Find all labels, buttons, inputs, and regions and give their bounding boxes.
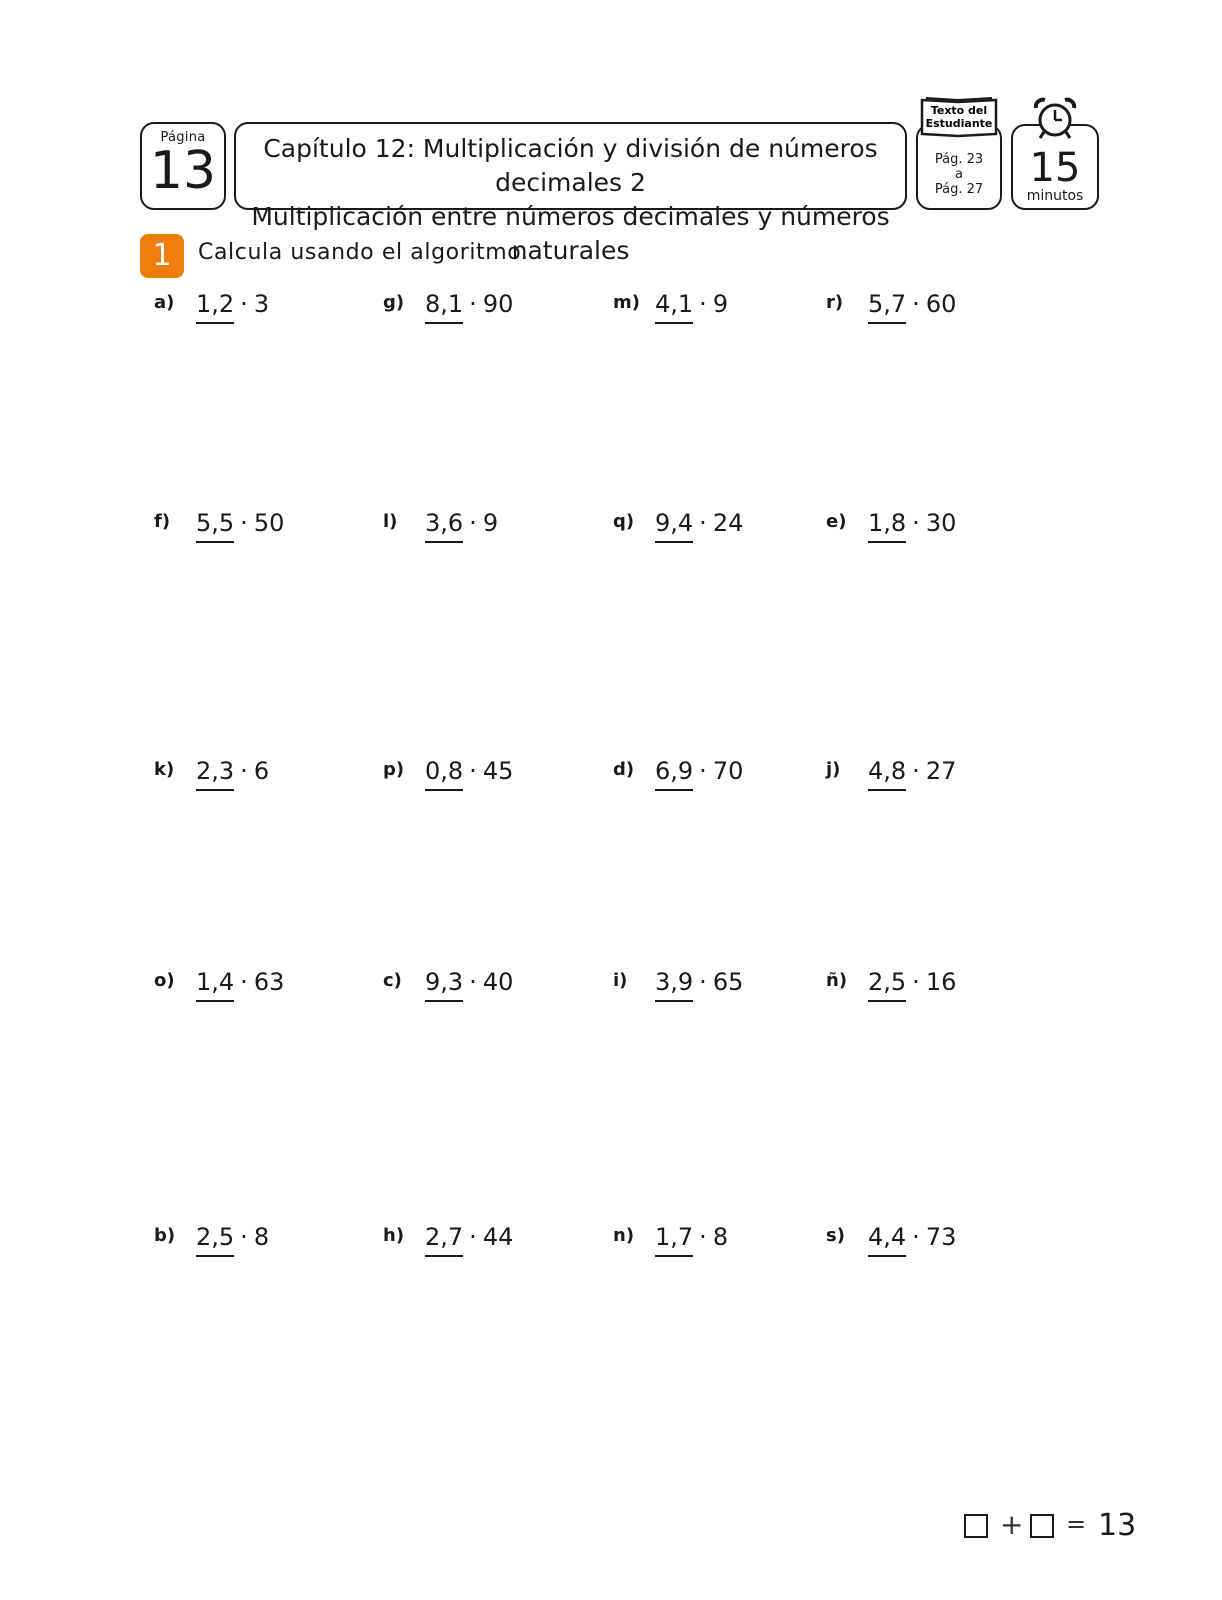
- book-icon: [918, 94, 1000, 140]
- multiply-dot: ·: [240, 1223, 248, 1251]
- decimal-factor: 4,4: [868, 1223, 906, 1257]
- chapter-subtitle: Multiplicación entre números decimales y números naturales: [251, 202, 890, 265]
- natural-factor: 24: [712, 509, 744, 537]
- multiply-dot: ·: [469, 509, 477, 537]
- time-value: 15: [1029, 145, 1081, 191]
- natural-factor: 50: [253, 509, 285, 537]
- score-total: 13: [1098, 1508, 1137, 1543]
- decimal-factor: 2,3: [196, 757, 234, 791]
- multiply-dot: ·: [240, 968, 248, 996]
- natural-factor: 73: [925, 1223, 957, 1251]
- problem-label: b): [154, 1225, 176, 1246]
- problem-expression: [868, 290, 956, 324]
- multiply-dot: ·: [240, 509, 248, 537]
- natural-factor: 8: [712, 1223, 729, 1251]
- natural-factor: 70: [712, 757, 744, 785]
- equals-sign: =: [1066, 1510, 1087, 1538]
- exercise-instruction: Calcula usando el algoritmo.: [198, 240, 529, 265]
- problem-expression: [196, 290, 269, 324]
- problem-label: c): [383, 970, 402, 991]
- problem-label: l): [383, 511, 398, 532]
- multiply-dot: ·: [912, 290, 920, 318]
- time-unit: minutos: [1026, 188, 1084, 204]
- decimal-factor: 9,3: [425, 968, 463, 1002]
- decimal-factor: 6,9: [655, 757, 693, 791]
- problem-label: h): [383, 1225, 405, 1246]
- decimal-factor: 4,8: [868, 757, 906, 791]
- natural-factor: 8: [253, 1223, 270, 1251]
- problem-expression: [655, 757, 743, 791]
- exercise-number-badge: 1: [140, 234, 184, 278]
- multiply-dot: ·: [912, 509, 920, 537]
- problem-expression: [196, 509, 284, 543]
- plus-sign: +: [1000, 1508, 1024, 1541]
- problem-label: ñ): [826, 970, 848, 991]
- problem-label: o): [154, 970, 175, 991]
- decimal-factor: 1,2: [196, 290, 234, 324]
- natural-factor: 27: [925, 757, 957, 785]
- decimal-factor: 9,4: [655, 509, 693, 543]
- natural-factor: 60: [925, 290, 957, 318]
- problem-label: f): [154, 511, 171, 532]
- book-label-line2: Estudiante: [925, 117, 993, 130]
- natural-factor: 90: [482, 290, 514, 318]
- natural-factor: 16: [925, 968, 957, 996]
- multiply-dot: ·: [699, 757, 707, 785]
- natural-factor: 63: [253, 968, 285, 996]
- score-box-1[interactable]: [964, 1514, 988, 1538]
- problem-expression: [196, 757, 269, 791]
- decimal-factor: 8,1: [425, 290, 463, 324]
- multiply-dot: ·: [469, 757, 477, 785]
- decimal-factor: 1,4: [196, 968, 234, 1002]
- problem-label: e): [826, 511, 847, 532]
- natural-factor: 9: [482, 509, 499, 537]
- problem-label: q): [613, 511, 635, 532]
- multiply-dot: ·: [699, 968, 707, 996]
- decimal-factor: 1,7: [655, 1223, 693, 1257]
- decimal-factor: 2,5: [868, 968, 906, 1002]
- multiply-dot: ·: [912, 757, 920, 785]
- problem-label: i): [613, 970, 628, 991]
- multiply-dot: ·: [240, 290, 248, 318]
- problem-expression: [655, 509, 743, 543]
- problem-expression: [425, 1223, 513, 1257]
- problem-expression: [868, 968, 956, 1002]
- problem-label: r): [826, 292, 844, 313]
- multiply-dot: ·: [469, 968, 477, 996]
- problem-expression: [425, 290, 513, 324]
- problem-expression: [425, 757, 513, 791]
- decimal-factor: 3,6: [425, 509, 463, 543]
- multiply-dot: ·: [699, 290, 707, 318]
- natural-factor: 44: [482, 1223, 514, 1251]
- problem-label: g): [383, 292, 405, 313]
- problem-expression: [655, 968, 743, 1002]
- page-label: Página: [160, 130, 206, 145]
- multiply-dot: ·: [240, 757, 248, 785]
- natural-factor: 45: [482, 757, 514, 785]
- natural-factor: 6: [253, 757, 270, 785]
- natural-factor: 30: [925, 509, 957, 537]
- problem-expression: [425, 968, 513, 1002]
- decimal-factor: 5,5: [196, 509, 234, 543]
- multiply-dot: ·: [469, 290, 477, 318]
- ref-from: Pág. 23: [934, 152, 984, 167]
- chapter-title: Capítulo 12: Multiplicación y división de números decimales 2: [263, 134, 878, 197]
- book-label-line1: Texto del: [930, 104, 988, 117]
- problem-label: p): [383, 759, 405, 780]
- problem-expression: [655, 1223, 728, 1257]
- multiply-dot: ·: [699, 509, 707, 537]
- alarm-clock-icon: [1030, 96, 1080, 146]
- decimal-factor: 2,7: [425, 1223, 463, 1257]
- problem-expression: [868, 509, 956, 543]
- problem-expression: [868, 757, 956, 791]
- problem-expression: [868, 1223, 956, 1257]
- problem-expression: [655, 290, 728, 324]
- problem-expression: [425, 509, 498, 543]
- multiply-dot: ·: [699, 1223, 707, 1251]
- problem-label: s): [826, 1225, 845, 1246]
- natural-factor: 40: [482, 968, 514, 996]
- problem-expression: [196, 1223, 269, 1257]
- decimal-factor: 3,9: [655, 968, 693, 1002]
- page-number-box: [140, 122, 226, 210]
- problem-label: m): [613, 292, 640, 313]
- decimal-factor: 1,8: [868, 509, 906, 543]
- multiply-dot: ·: [912, 1223, 920, 1251]
- problem-label: j): [826, 759, 841, 780]
- ref-separator: a: [955, 167, 963, 182]
- score-box-2[interactable]: [1030, 1514, 1054, 1538]
- decimal-factor: 0,8: [425, 757, 463, 791]
- natural-factor: 3: [253, 290, 270, 318]
- problem-label: d): [613, 759, 635, 780]
- problem-expression: [196, 968, 284, 1002]
- decimal-factor: 4,1: [655, 290, 693, 324]
- page-number: 13: [149, 141, 217, 201]
- natural-factor: 9: [712, 290, 729, 318]
- ref-to: Pág. 27: [934, 182, 984, 197]
- multiply-dot: ·: [912, 968, 920, 996]
- decimal-factor: 5,7: [868, 290, 906, 324]
- problem-label: a): [154, 292, 175, 313]
- natural-factor: 65: [712, 968, 744, 996]
- problem-label: n): [613, 1225, 635, 1246]
- multiply-dot: ·: [469, 1223, 477, 1251]
- decimal-factor: 2,5: [196, 1223, 234, 1257]
- problem-label: k): [154, 759, 175, 780]
